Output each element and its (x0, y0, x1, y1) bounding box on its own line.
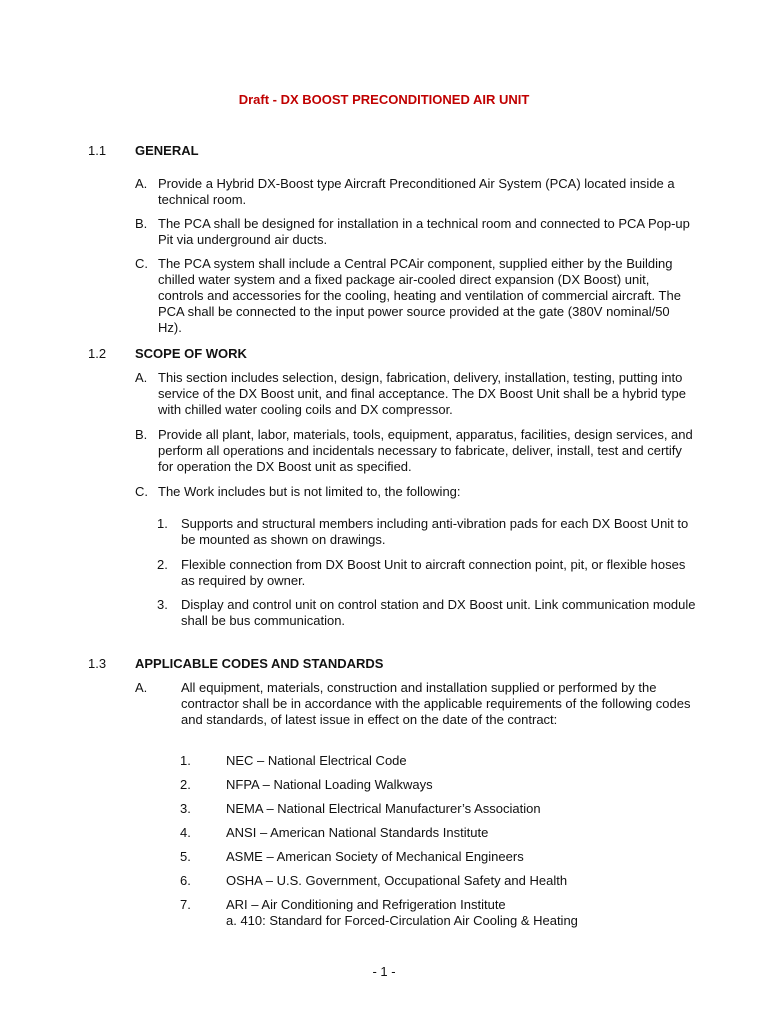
item-text: The Work includes but is not limited to, the following: (158, 484, 461, 499)
scope-subitem-3 (157, 597, 697, 629)
code-label: 5. (180, 849, 191, 864)
item-label: C. (135, 484, 148, 499)
code-label: 1. (180, 753, 191, 768)
item-label: A. (135, 680, 148, 695)
code-item-2 (180, 777, 680, 793)
item-label: C. (135, 256, 148, 271)
code-item-1 (180, 753, 680, 769)
scope-item-a (135, 370, 695, 418)
page-number: - 1 - (372, 964, 396, 979)
item-text: Provide all plant, labor, materials, tools, equipment, apparatus, facilities, design services, and perform all operations and incidentals necessary to fabricate, deliver, install, test and certify for operation the DX Boost unit as specified. (158, 427, 693, 474)
scope-subitem-1 (157, 516, 697, 548)
item-text: This section includes selection, design, fabrication, delivery, installation, testing, putting into service of the DX Boost unit, and final acceptance. The DX Boost Unit shall be a hybrid type with chilled water cooling coils and DX compressor. (158, 370, 686, 417)
code-subitem: a. 410: Standard for Forced-Circulation Air Cooling & Heating (226, 913, 578, 928)
general-item-c (135, 256, 695, 336)
code-label: 4. (180, 825, 191, 840)
section-number: 1.3 (88, 656, 107, 671)
item-label: B. (135, 216, 148, 231)
subitem-label: 2. (157, 557, 168, 572)
code-item-3 (180, 801, 680, 817)
item-label: A. (135, 176, 148, 191)
general-item-b (135, 216, 695, 248)
code-item-5 (180, 849, 680, 865)
item-text: The PCA shall be designed for installation in a technical room and connected to PCA Pop-up Pit via underground air ducts. (158, 216, 690, 247)
subitem-label: 3. (157, 597, 168, 612)
code-label: 2. (180, 777, 191, 792)
section-number: 1.1 (88, 143, 107, 158)
general-item-a (135, 176, 695, 208)
code-label: 6. (180, 873, 191, 888)
code-label: 7. (180, 897, 191, 912)
subitem-text: Display and control unit on control station and DX Boost unit. Link communication module shall be bus communication. (181, 597, 696, 628)
code-item-6 (180, 873, 680, 889)
code-text: ARI – Air Conditioning and Refrigeration Institute (226, 897, 506, 912)
code-text: NFPA – National Loading Walkways (226, 777, 433, 792)
code-text: ASME – American Society of Mechanical Engineers (226, 849, 524, 864)
code-item-4 (180, 825, 680, 841)
code-text: NEMA – National Electrical Manufacturer’s Association (226, 801, 541, 816)
section-title-codes: APPLICABLE CODES AND STANDARDS (135, 656, 384, 671)
subitem-text: Supports and structural members including anti-vibration pads for each DX Boost Unit to be mounted as shown on drawings. (181, 516, 689, 547)
document-title: Draft - DX BOOST PRECONDITIONED AIR UNIT (238, 92, 530, 107)
item-label: A. (135, 370, 148, 385)
subitem-label: 1. (157, 516, 168, 531)
code-text: NEC – National Electrical Code (226, 753, 407, 768)
section-title-general: GENERAL (135, 143, 199, 158)
subitem-text: Flexible connection from DX Boost Unit to aircraft connection point, pit, or flexible hoses as required by owner. (181, 557, 686, 588)
code-text: ANSI – American National Standards Institute (226, 825, 489, 840)
section-title-scope: SCOPE OF WORK (135, 346, 247, 361)
code-label: 3. (180, 801, 191, 816)
item-text: The PCA system shall include a Central PCAir component, supplied either by the Building chilled water system and a fixed package air-cooled direct expansion (DX Boost) unit, controls and accessories for the cooling, heating and ventilation of commercial aircraft. The PCA shall be connected to the input power source provided at the gate (380V nominal/50 Hz). (158, 256, 681, 335)
code-text: OSHA – U.S. Government, Occupational Safety and Health (226, 873, 568, 888)
scope-item-c (135, 484, 695, 500)
item-text: All equipment, materials, construction and installation supplied or performed by the contractor shall be in accordance with the applicable requirements of the following codes and standards, of latest issue in effect on the date of the contract: (181, 680, 691, 727)
section-number: 1.2 (88, 346, 107, 361)
item-label: B. (135, 427, 148, 442)
scope-item-b (135, 427, 695, 475)
code-item-7 (180, 897, 680, 929)
scope-subitem-2 (157, 557, 697, 589)
codes-item-a (135, 680, 695, 728)
item-text: Provide a Hybrid DX-Boost type Aircraft Preconditioned Air System (PCA) located inside a technical room. (158, 176, 675, 207)
